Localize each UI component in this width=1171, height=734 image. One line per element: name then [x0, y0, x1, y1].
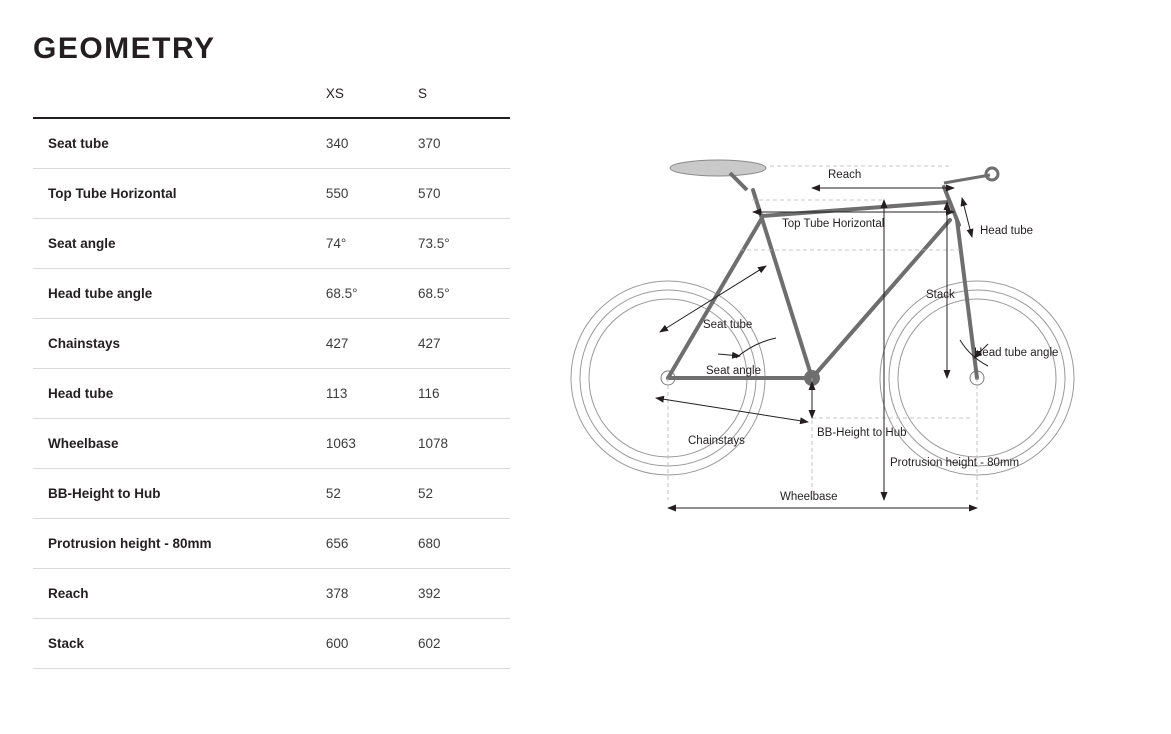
row-value-s: 602 — [417, 636, 441, 651]
label-bb-height-to-hub: BB-Height to Hub — [817, 427, 907, 439]
table-row — [33, 369, 510, 419]
table-row — [33, 519, 510, 569]
bike-frame-icon — [668, 187, 977, 378]
row-value-s: 116 — [417, 386, 440, 401]
row-value-xs: 340 — [325, 136, 349, 151]
table-row — [33, 169, 510, 219]
table-row — [33, 319, 510, 369]
geometry-table — [33, 86, 510, 669]
label-seat-angle: Seat angle — [706, 365, 761, 377]
label-reach: Reach — [828, 169, 862, 181]
row-value-s: 73.5° — [417, 236, 450, 251]
dimension-head-tube — [962, 198, 972, 237]
handlebar-icon — [944, 168, 998, 183]
row-value-s: 392 — [417, 586, 441, 601]
label-wheelbase: Wheelbase — [780, 491, 838, 503]
column-header-label — [33, 86, 326, 118]
row-label: Head tube — [48, 386, 114, 401]
row-value-xs: 427 — [325, 336, 349, 351]
label-protrusion-height: Protrusion height - 80mm — [890, 457, 1020, 469]
column-header-s: S — [417, 86, 427, 101]
row-label: Reach — [48, 586, 89, 601]
saddle-icon — [670, 160, 766, 176]
row-label: Seat angle — [48, 236, 116, 251]
row-value-xs: 74° — [325, 236, 347, 251]
row-label: Top Tube Horizontal — [48, 186, 177, 201]
row-value-s: 68.5° — [417, 286, 450, 301]
row-label: Protrusion height - 80mm — [48, 536, 212, 551]
row-value-xs: 52 — [325, 486, 341, 501]
dimension-seat-angle — [718, 338, 776, 358]
row-label: BB-Height to Hub — [48, 486, 161, 501]
row-value-xs: 600 — [325, 636, 349, 651]
row-value-xs: 113 — [325, 386, 348, 401]
row-value-xs: 1063 — [325, 436, 356, 451]
table-row — [33, 118, 510, 169]
row-value-s: 1078 — [417, 436, 448, 451]
row-value-s: 570 — [417, 186, 441, 201]
label-top-tube-horizontal: Top Tube Horizontal — [782, 218, 885, 230]
row-value-s: 52 — [417, 486, 433, 501]
construction-lines — [668, 166, 977, 500]
table-row — [33, 619, 510, 669]
row-label: Chainstays — [48, 336, 121, 351]
row-value-s: 680 — [417, 536, 441, 551]
page-title: GEOMETRY — [33, 32, 216, 65]
label-head-tube: Head tube — [980, 225, 1034, 237]
row-label: Stack — [48, 636, 85, 651]
table-row — [33, 269, 510, 319]
label-stack: Stack — [926, 289, 955, 301]
row-value-xs: 656 — [325, 536, 349, 551]
table-row — [33, 419, 510, 469]
row-value-xs: 550 — [325, 186, 349, 201]
row-label: Wheelbase — [48, 436, 119, 451]
label-head-tube-angle: Head tube angle — [974, 347, 1059, 359]
table-body — [33, 118, 510, 669]
table-row — [33, 569, 510, 619]
row-value-s: 427 — [417, 336, 441, 351]
row-value-s: 370 — [417, 136, 441, 151]
table-header-row — [33, 86, 510, 118]
row-value-xs: 378 — [325, 586, 349, 601]
row-label: Seat tube — [48, 136, 109, 151]
table-header — [33, 86, 510, 118]
row-label: Head tube angle — [48, 286, 153, 301]
table-row — [33, 219, 510, 269]
label-chainstays: Chainstays — [688, 435, 745, 447]
column-header-xs: XS — [325, 86, 344, 101]
row-value-xs: 68.5° — [325, 286, 358, 301]
label-seat-tube: Seat tube — [703, 319, 753, 331]
dimension-chainstays — [656, 398, 808, 422]
table-row — [33, 469, 510, 519]
bike-geometry-diagram — [540, 140, 1160, 540]
